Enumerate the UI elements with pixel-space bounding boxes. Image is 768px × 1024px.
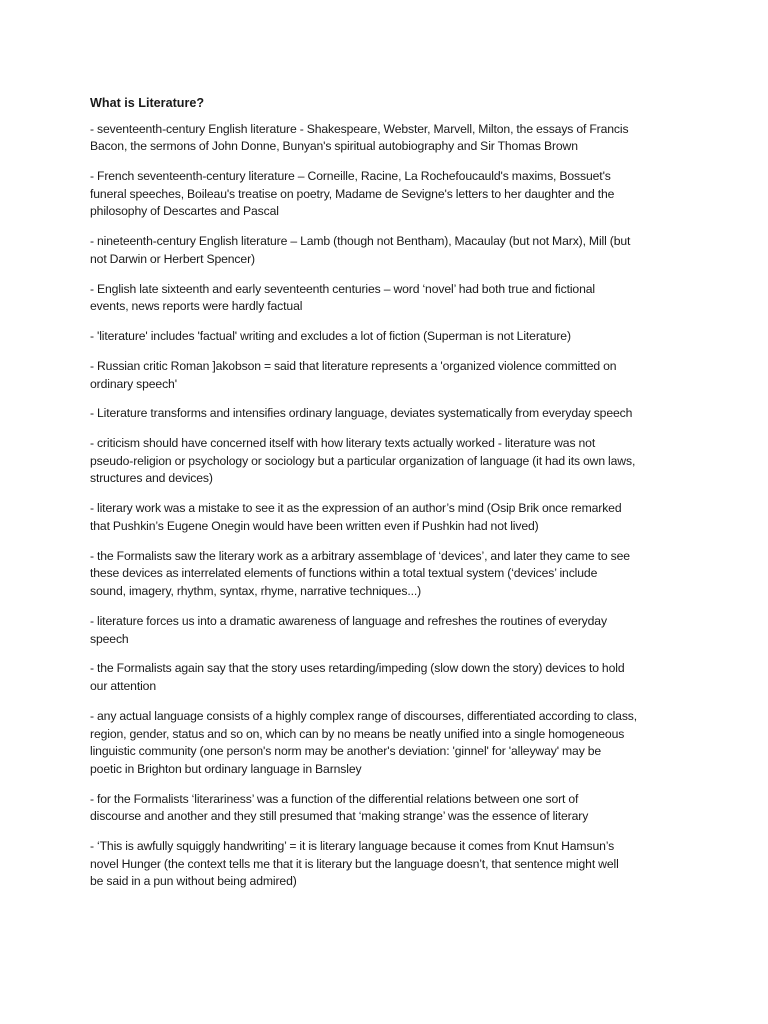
paragraph-line: - the Formalists saw the literary work as a arbitrary assemblage of ‘devices’, and later they came to see [90,548,630,563]
paragraph-line: linguistic community (one person's norm may be another's deviation: 'ginnel' for 'alleyway' may be [90,744,602,759]
paragraph [90,791,690,826]
paragraph [90,328,690,346]
document-title: What is Literature? [90,96,205,110]
paragraph-line: - Russian critic Roman ]akobson = said that literature represents a 'organized violence committed on [90,358,617,373]
paragraph-line: - any actual language consists of a highly complex range of discourses, differentiated according to class, [90,708,638,723]
paragraph [90,838,690,891]
paragraph-line: - 'literature' includes 'factual' writing and excludes a lot of fiction (Superman is not Literature) [90,329,571,344]
paragraph-line: our attention [90,679,156,694]
paragraph [90,548,690,601]
paragraph-line: philosophy of Descartes and Pascal [90,204,279,219]
paragraph-line: - French seventeenth-century literature – Corneille, Racine, La Rochefoucauld's maxims, Bossuet's [90,168,611,183]
paragraph-line: - criticism should have concerned itself with how literary texts actually worked - literature was not [90,436,596,451]
paragraph [90,281,690,316]
paragraph-line: funeral speeches, Boileau's treatise on poetry, Madame de Sevigne's letters to her daughter and the [90,186,615,201]
paragraph-line: - English late sixteenth and early seventeenth centuries – word ‘novel’ had both true and fictional [90,281,595,296]
paragraph-line: - ‘This is awfully squiggly handwriting’ = it is literary language because it comes from Knut Hamsun’s [90,839,615,854]
paragraph-line: be said in a pun without being admired) [90,874,297,889]
paragraph-line: not Darwin or Herbert Spencer) [90,251,255,266]
paragraph-list [90,121,690,891]
paragraph-line: - nineteenth-century English literature – Lamb (though not Bentham), Macaulay (but not Marx), Mill (but [90,234,631,249]
paragraph-line: Bacon, the sermons of John Donne, Bunyan's spiritual autobiography and Sir Thomas Brown [90,139,578,154]
paragraph [90,708,690,778]
paragraph [90,660,690,695]
paragraph-line: poetic in Brighton but ordinary language in Barnsley [90,761,362,776]
paragraph-line: pseudo-religion or psychology or sociology but a particular organization of language (it had its own laws, [90,453,636,468]
paragraph-line: novel Hunger (the context tells me that it is literary but the language doesn’t, that sentence might well [90,856,619,871]
paragraph-line: ordinary speech' [90,376,177,391]
paragraph [90,500,690,535]
paragraph [90,168,690,221]
paragraph [90,405,690,423]
paragraph [90,435,690,488]
paragraph-line: - seventeenth-century English literature - Shakespeare, Webster, Marvell, Milton, the essays of Francis [90,121,629,136]
paragraph-line: speech [90,631,129,646]
paragraph [90,613,690,648]
paragraph-line: - literary work was a mistake to see it as the expression of an author’s mind (Osip Brik once remarked [90,501,622,516]
paragraph-line: - literature forces us into a dramatic awareness of language and refreshes the routines of everyday [90,613,607,628]
paragraph-line: structures and devices) [90,471,213,486]
paragraph-line: - the Formalists again say that the story uses retarding/impeding (slow down the story) devices to hold [90,661,625,676]
paragraph [90,121,690,156]
paragraph [90,358,690,393]
document-body [90,95,690,903]
paragraph-line: discourse and another and they still presumed that ‘making strange’ was the essence of literary [90,809,589,824]
paragraph-line: - for the Formalists ‘literariness’ was a function of the differential relations between one sort of [90,791,579,806]
paragraph-line: sound, imagery, rhythm, syntax, rhyme, narrative techniques...) [90,584,422,599]
paragraph-line: that Pushkin’s Eugene Onegin would have been written even if Pushkin had not lived) [90,518,539,533]
paragraph-line: events, news reports were hardly factual [90,299,303,314]
paragraph-line: - Literature transforms and intensifies ordinary language, deviates systematically from everyday speech [90,406,633,421]
paragraph-line: region, gender, status and so on, which can by no means be neatly unified into a single homogeneous [90,726,625,741]
paragraph-line: these devices as interrelated elements of functions within a total textual system (‘devices’ include [90,566,598,581]
paragraph [90,233,690,268]
